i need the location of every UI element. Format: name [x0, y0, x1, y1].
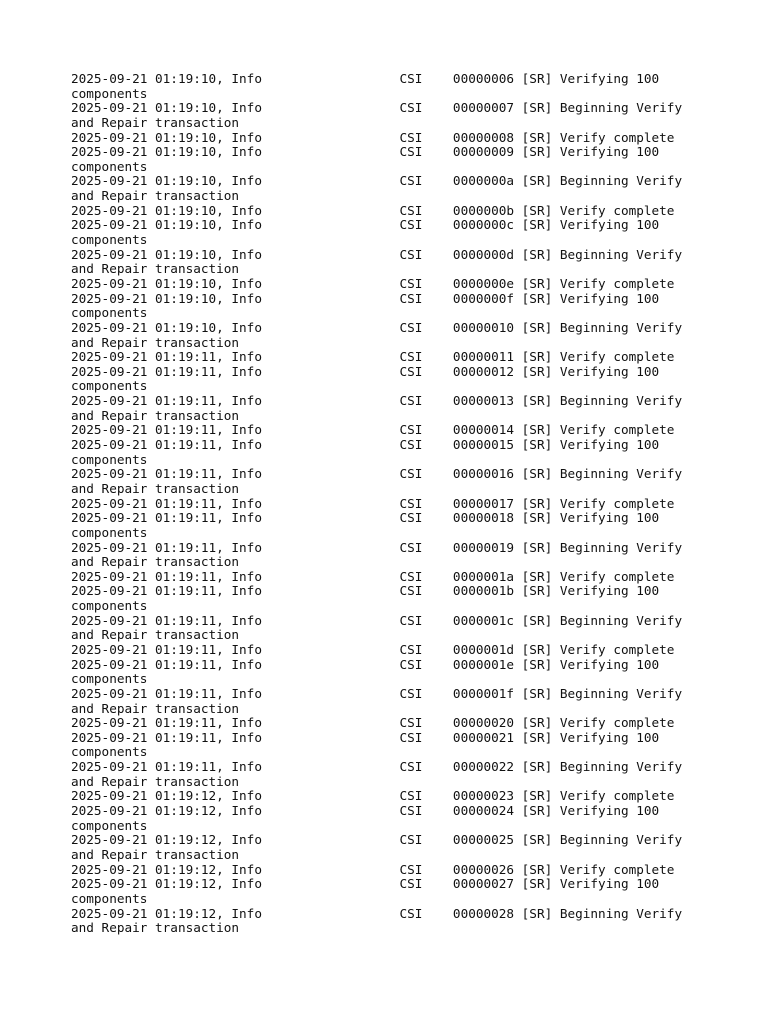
log-line: and Repair transaction: [71, 920, 240, 936]
log-line: components: [71, 85, 148, 101]
log-line: 2025-09-21 01:19:11, Info CSI 0000001f [SR] Beginning Verify: [71, 685, 683, 701]
log-line: 2025-09-21 01:19:10, Info CSI 00000007 [SR] Beginning Verify: [71, 100, 683, 116]
log-line: 2025-09-21 01:19:11, Info CSI 00000020 [SR] Verify complete: [71, 715, 675, 731]
log-line: 2025-09-21 01:19:11, Info CSI 00000019 [SR] Beginning Verify: [71, 539, 683, 555]
log-line: components: [71, 524, 148, 540]
log-line: 2025-09-21 01:19:12, Info CSI 00000027 [SR] Verifying 100: [71, 876, 660, 892]
log-line: components: [71, 378, 148, 394]
log-line: and Repair transaction: [71, 188, 240, 204]
log-line: 2025-09-21 01:19:10, Info CSI 0000000c [SR] Verifying 100: [71, 217, 660, 233]
log-line: and Repair transaction: [71, 773, 240, 789]
log-line: 2025-09-21 01:19:10, Info CSI 0000000b [SR] Verify complete: [71, 202, 675, 218]
log-line: and Repair transaction: [71, 334, 240, 350]
log-line: 2025-09-21 01:19:10, Info CSI 0000000a [SR] Beginning Verify: [71, 173, 683, 189]
log-line: 2025-09-21 01:19:11, Info CSI 0000001c [SR] Beginning Verify: [71, 612, 683, 628]
log-line: and Repair transaction: [71, 261, 240, 277]
log-line: 2025-09-21 01:19:11, Info CSI 00000017 [SR] Verify complete: [71, 495, 675, 511]
log-line: components: [71, 817, 148, 833]
log-line: 2025-09-21 01:19:11, Info CSI 00000022 [SR] Beginning Verify: [71, 759, 683, 775]
log-line: 2025-09-21 01:19:10, Info CSI 00000010 [SR] Beginning Verify: [71, 319, 683, 335]
log-line: 2025-09-21 01:19:10, Info CSI 00000008 [SR] Verify complete: [71, 129, 675, 145]
log-line: components: [71, 598, 148, 614]
log-line: 2025-09-21 01:19:11, Info CSI 00000012 [SR] Verifying 100: [71, 363, 660, 379]
log-line: 2025-09-21 01:19:11, Info CSI 0000001b [SR] Verifying 100: [71, 583, 660, 599]
log-line: 2025-09-21 01:19:11, Info CSI 0000001e [SR] Verifying 100: [71, 656, 660, 672]
log-line: 2025-09-21 01:19:12, Info CSI 00000023 [SR] Verify complete: [71, 788, 675, 804]
log-line: 2025-09-21 01:19:12, Info CSI 00000024 [SR] Verifying 100: [71, 803, 660, 819]
log-line: and Repair transaction: [71, 554, 240, 570]
log-line: 2025-09-21 01:19:10, Info CSI 00000009 [SR] Verifying 100: [71, 144, 660, 160]
log-line: 2025-09-21 01:19:10, Info CSI 0000000e [SR] Verify complete: [71, 275, 675, 291]
log-line: components: [71, 744, 148, 760]
log-line: 2025-09-21 01:19:11, Info CSI 00000016 [SR] Beginning Verify: [71, 466, 683, 482]
log-line: 2025-09-21 01:19:10, Info CSI 0000000f [SR] Verifying 100: [71, 290, 660, 306]
log-line: and Repair transaction: [71, 627, 240, 643]
log-line: 2025-09-21 01:19:11, Info CSI 0000001a [SR] Verify complete: [71, 568, 675, 584]
log-line: 2025-09-21 01:19:11, Info CSI 0000001d [SR] Verify complete: [71, 641, 675, 657]
log-line: components: [71, 451, 148, 467]
log-line: and Repair transaction: [71, 480, 240, 496]
log-line: components: [71, 890, 148, 906]
log-line: 2025-09-21 01:19:11, Info CSI 00000015 [SR] Verifying 100: [71, 437, 660, 453]
log-line: 2025-09-21 01:19:10, Info CSI 00000006 [SR] Verifying 100: [71, 71, 660, 86]
log-line: 2025-09-21 01:19:12, Info CSI 00000028 [SR] Beginning Verify: [71, 905, 683, 921]
log-line: 2025-09-21 01:19:10, Info CSI 0000000d [SR] Beginning Verify: [71, 246, 683, 262]
log-page: [71, 72, 711, 936]
log-line: 2025-09-21 01:19:11, Info CSI 00000011 [SR] Verify complete: [71, 349, 675, 365]
log-line: 2025-09-21 01:19:11, Info CSI 00000014 [SR] Verify complete: [71, 422, 675, 438]
log-line: and Repair transaction: [71, 407, 240, 423]
log-line: components: [71, 305, 148, 321]
log-line: 2025-09-21 01:19:11, Info CSI 00000021 [SR] Verifying 100: [71, 729, 660, 745]
log-line: and Repair transaction: [71, 114, 240, 130]
log-line: 2025-09-21 01:19:12, Info CSI 00000026 [SR] Verify complete: [71, 861, 675, 877]
log-line: and Repair transaction: [71, 700, 240, 716]
log-line: and Repair transaction: [71, 846, 240, 862]
log-line: components: [71, 232, 148, 248]
log-line: 2025-09-21 01:19:11, Info CSI 00000018 [SR] Verifying 100: [71, 510, 660, 526]
log-line: 2025-09-21 01:19:12, Info CSI 00000025 [SR] Beginning Verify: [71, 832, 683, 848]
log-line: components: [71, 671, 148, 687]
log-line: components: [71, 158, 148, 174]
log-line: 2025-09-21 01:19:11, Info CSI 00000013 [SR] Beginning Verify: [71, 393, 683, 409]
